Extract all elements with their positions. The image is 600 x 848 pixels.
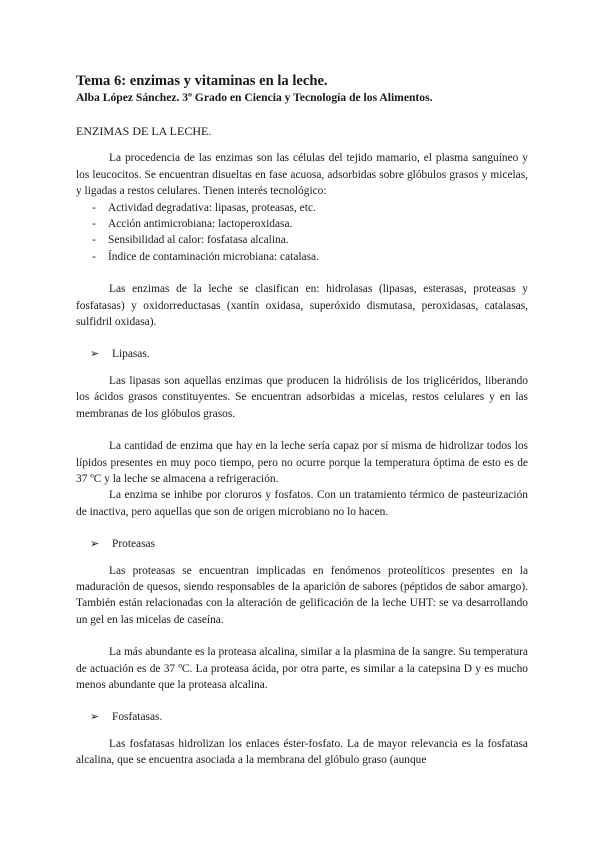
subheading-label: Proteasas (112, 538, 156, 551)
list-item: - Acción antimicrobiana: lactoperoxidasa. (92, 216, 528, 232)
list-item: - Sensibilidad al calor: fosfatasa alcalina. (92, 232, 528, 248)
lipasas-paragraph-3: La enzima se inhibe por cloruros y fosfatos. Con un tratamiento térmico de pasteurización de inactiva, pero aquellas que son de origen microbiano no lo hacen. (76, 489, 528, 518)
arrow-bullet-icon: ➢ (90, 537, 100, 551)
classification-paragraph: Las enzimas de la leche se clasifican en: hidrolasas (lipasas, esterasas, proteasas y fosfatasas) y oxidorreductasas (xantín oxidasa, superóxido dismutasa, peroxidasas, catalasas, sulfidril oxidasa). (76, 283, 528, 329)
subheading-fosfatasas (76, 709, 528, 725)
subheading-proteasas (76, 536, 528, 552)
list-item: - Actividad degradativa: lipasas, proteasas, etc. (92, 200, 528, 216)
section-heading: ENZIMAS DE LA LECHE. (76, 124, 212, 138)
arrow-bullet-icon: ➢ (90, 710, 100, 724)
lipasas-paragraph-2: La cantidad de enzima que hay en la leche sería capaz por sí misma de hidrolizar todos los lípidos presentes en muy poco tiempo, pero no ocurre porque la temperatura óptima de esto es de 37 ºC y la leche se almacena a refrigeración. (76, 440, 528, 485)
subheading-lipasas (76, 346, 528, 362)
fosfatasas-paragraph-1: Las fosfatasas hidrolizan los enlaces éster-fosfato. La de mayor relevancia es la fosfatasa alcalina, que se encuentra asociada a la membrana del glóbulo graso (aunque (76, 737, 528, 767)
lipasas-paragraph-1: Las lipasas son aquellas enzimas que producen la hidrólisis de los triglicéridos, liberando los ácidos grasos constituyentes. Se encuentran adsorbidas a micelas, restos celulares y en las membranas de los glóbulos grasos. (76, 374, 528, 420)
interest-list (76, 200, 528, 266)
document-page (76, 72, 528, 769)
list-item: - Índice de contaminación microbiana: catalasa. (92, 249, 528, 265)
subheading-label: Lipasas. (112, 348, 150, 361)
arrow-bullet-icon: ➢ (90, 347, 100, 361)
document-title: Tema 6: enzimas y vitaminas en la leche. (76, 73, 328, 89)
intro-paragraph: La procedencia de las enzimas son las células del tejido mamario, el plasma sanguíneo y los leucocitos. Se encuentran disueltas en fase acuosa, adsorbidas sobre glóbulos grasos y micelas, y ligadas a restos celulares. Tienen interés tecnológico: (76, 152, 528, 198)
proteasas-paragraph-1: Las proteasas se encuentran implicadas en fenómenos proteolíticos presentes en la maduración de quesos, siendo responsables de la aparición de sabores (péptidos de sabor amargo). También están relacionadas con la alteración de gelificación de la leche UHT: se va desarrollando un gel en las micelas de caseína. (76, 564, 528, 626)
proteasas-paragraph-2: La más abundante es la proteasa alcalina, similar a la plasmina de la sangre. Su temperatura de actuación es de 37 ºC. La proteasa ácida, por otra parte, es similar a la catepsina D y es mucho menos abundante que la proteasa alcalina. (76, 646, 528, 691)
document-author: Alba López Sánchez. 3º Grado en Ciencia y Tecnología de los Alimentos. (76, 91, 433, 104)
subheading-label: Fosfatasas. (112, 711, 163, 724)
